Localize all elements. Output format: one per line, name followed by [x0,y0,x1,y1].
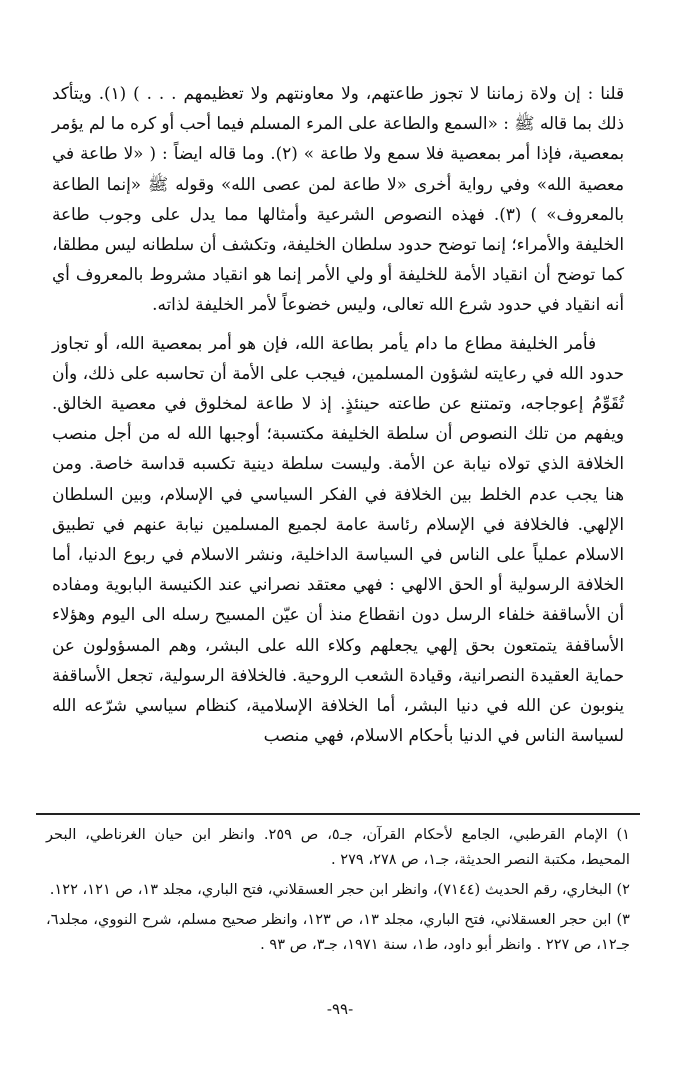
footnote-1: ١) الإمام القرطبي، الجامع لأحكام القرآن، جـ٥، ص ٢٥٩. وانظر ابن حيان الغرناطي، البحر المحيط، مكتبة النصر الحديثة، جـ١، ص ٢٧٨، ٢٧٩ . [46,826,630,868]
page-number: -٩٩- [326,1000,354,1018]
paragraph-2: فأمر الخليفة مطاع ما دام يأمر بطاعة الله، فإن هو أمر بمعصية الله، أو تجاوز حدود الله في رعايته لشؤون المسلمين، فيجب على الأمة أن تحاسبه على ذلك، وأن تُقَوِّمُ إعوجاجه، وتمتنع عن طاعته حينئذٍ. إذ لا طاعة لمخلوق في معصية الخالق. ويفهم من تلك النصوص أن سلطة الخليفة مكتسبة؛ أوجبها الله له من أجل منصب الخلافة الذي تولاه نيابة عن الأمة. وليست سلطة دينية تكسبه قداسة خاصة. ومن هنا يجب عدم الخلط بين الخلافة في الفكر السياسي في الإسلام، وبين السلطان الإلهي. فالخلافة في الإسلام رئاسة عامة لجميع المسلمين نيابة عنهم في تطبيق الاسلام عملياً على الناس في السياسة الداخلية، ونشر الاسلام في ربوع الدنيا، أما الخلافة الرسولية أو الحق الالهي : فهي معتقد نصراني عند الكنيسة البابوية ومفاده أن الأساقفة خلفاء الرسل دون انقطاع منذ أن عيّن المسيح رسله الى اليوم وهؤلاء الأساقفة يتمتعون بحق إلهي يجعلهم وكلاء الله على البشر، وهم المسؤولون عن حماية العقيدة النصرانية، وقيادة الشعب الروحية. فالخلافة الرسولية، تجعل الأساقفة ينوبون عن الله في دنيا البشر، أما الخلافة الإسلامية، كنظام سياسي شرّعه الله لسياسة الناس في الدنيا بأحكام الاسلام، فهي منصب [52,332,624,746]
footnote-3: ٣) ابن حجر العسقلاني، فتح الباري، مجلد ١٣، ص ١٢٣، وانظر صحيح مسلم، شرح النووي، مجلد٦، جـ١٢، ص ٢٢٧ . وانظر أبو داود، ط١، سنة ١٩٧١، جـ٣، ص ٩٣ . [46,911,630,953]
footnote-divider [36,813,640,815]
footnote-2: ٢) البخاري، رقم الحديث (٧١٤٤)، وانظر ابن حجر العسقلاني، فتح الباري، مجلد ١٣، ص ١٢١، ١٢٢. [49,881,630,898]
footnotes [46,822,630,962]
body-text [52,78,624,750]
paragraph-1: قلنا : إن ولاة زماننا لا تجوز طاعتهم، ولا معاونتهم ولا تعظيمهم . . . ) (١). ويتأكد ذلك بما قاله ﷺ : «السمع والطاعة على المرء المسلم فيما أحب أو كره ما لم يؤمر بمعصية، فإذا أمر بمعصية فلا سمع ولا طاعة » (٢). وما قاله ايضاً : ( «لا طاعة في معصية الله» وفي رواية أخرى «لا طاعة لمن عصى الله» وقوله ﷺ «إنما الطاعة بالمعروف» ) (٣). فهذه النصوص الشرعية وأمثالها مما يدل على وجوب طاعة الخليفة والأمراء؛ إنما توضح حدود سلطان الخليفة، وتكشف أن سلطانه ليس مطلقا، كما توضح أن انقياد الأمة للخليفة أو ولي الأمر إنما هو انقياد مشروط بالمعروف أي أنه انقياد في حدود شرع الله تعالى، وليس خضوعاً لأمر الخليفة لذاته. [52,83,625,315]
